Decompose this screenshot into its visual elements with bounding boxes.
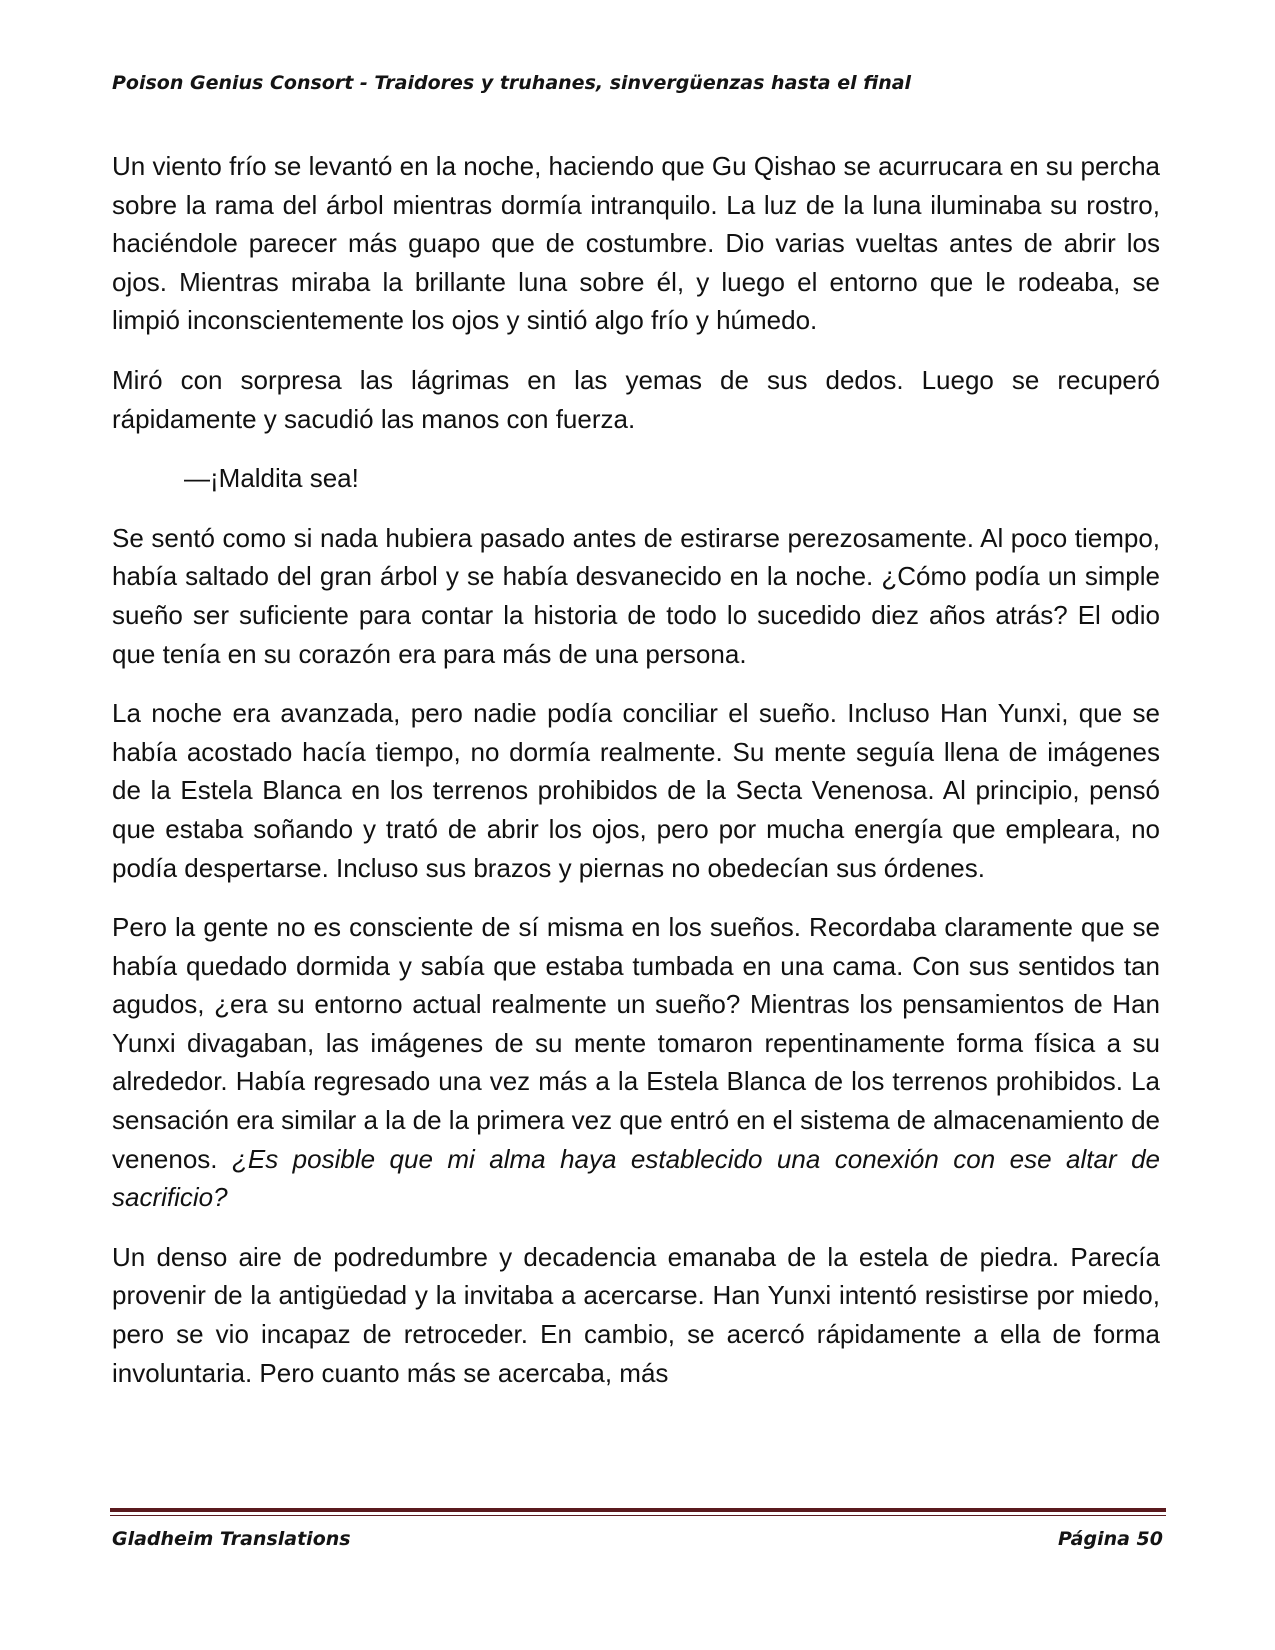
footer-page-number: Página 50 [1057, 1528, 1163, 1550]
paragraph: Se sentó como si nada hubiera pasado antes de estirarse perezosamente. Al poco tiempo, había saltado del gran árbol y se había desvanecido en la noche. ¿Cómo podía un simple sueño ser suficiente para contar la historia de todo lo sucedido diez años atrás? El odio que tenía en su corazón era para más de una persona. [112, 522, 1160, 669]
footer-translator: Gladheim Translations [112, 1528, 351, 1550]
footer-rule [110, 1508, 1166, 1512]
page-header: Poison Genius Consort - Traidores y truhanes, sinvergüenzas hasta el final [112, 72, 912, 94]
document-body [112, 147, 1160, 1413]
dialogue-line: —¡Maldita sea! [184, 463, 359, 494]
italic-thought: ¿Es posible que mi alma haya establecido una conexión con ese altar de sacrificio? [112, 1143, 1160, 1213]
paragraph-text: Pero la gente no es consciente de sí misma en los sueños. Recordaba claramente que se había quedado dormida y sabía que estaba tumbada en una cama. Con sus sentidos tan agudos, ¿era su entorno actual realmente un sueño? Mientras los pensamientos de Han Yunxi divagaban, las imágenes de su mente tomaron repentinamente forma física a su alrededor. Había regresado una vez más a la Estela Blanca de los terrenos prohibidos. La sensación era similar a la de la primera vez que entró en el sistema de almacenamiento de venenos. [112, 912, 1160, 1174]
footer-rule-thin [110, 1515, 1166, 1516]
paragraph: Miró con sorpresa las lágrimas en las yemas de sus dedos. Luego se recuperó rápidamente y sacudió las manos con fuerza. [112, 364, 1160, 434]
paragraph [112, 908, 1160, 1217]
paragraph: Un denso aire de podredumbre y decadencia emanaba de la estela de piedra. Parecía provenir de la antigüedad y la invitaba a acercarse. Han Yunxi intentó resistirse por miedo, pero se vio incapaz de retroceder. En cambio, se acercó rápidamente a ella de forma involuntaria. Pero cuanto más se acercaba, más [112, 1241, 1160, 1388]
paragraph: La noche era avanzada, pero nadie podía conciliar el sueño. Incluso Han Yunxi, que se había acostado hacía tiempo, no dormía realmente. Su mente seguía llena de imágenes de la Estela Blanca en los terrenos prohibidos de la Secta Venenosa. Al principio, pensó que estaba soñando y trató de abrir los ojos, pero por mucha energía que empleara, no podía despertarse. Incluso sus brazos y piernas no obedecían sus órdenes. [112, 698, 1160, 883]
paragraph: Un viento frío se levantó en la noche, haciendo que Gu Qishao se acurrucara en su percha sobre la rama del árbol mientras dormía intranquilo. La luz de la luna iluminaba su rostro, haciéndole parecer más guapo que de costumbre. Dio varias vueltas antes de abrir los ojos. Mientras miraba la brillante luna sobre él, y luego el entorno que le rodeaba, se limpió inconscientemente los ojos y sintió algo frío y húmedo. [112, 151, 1160, 336]
